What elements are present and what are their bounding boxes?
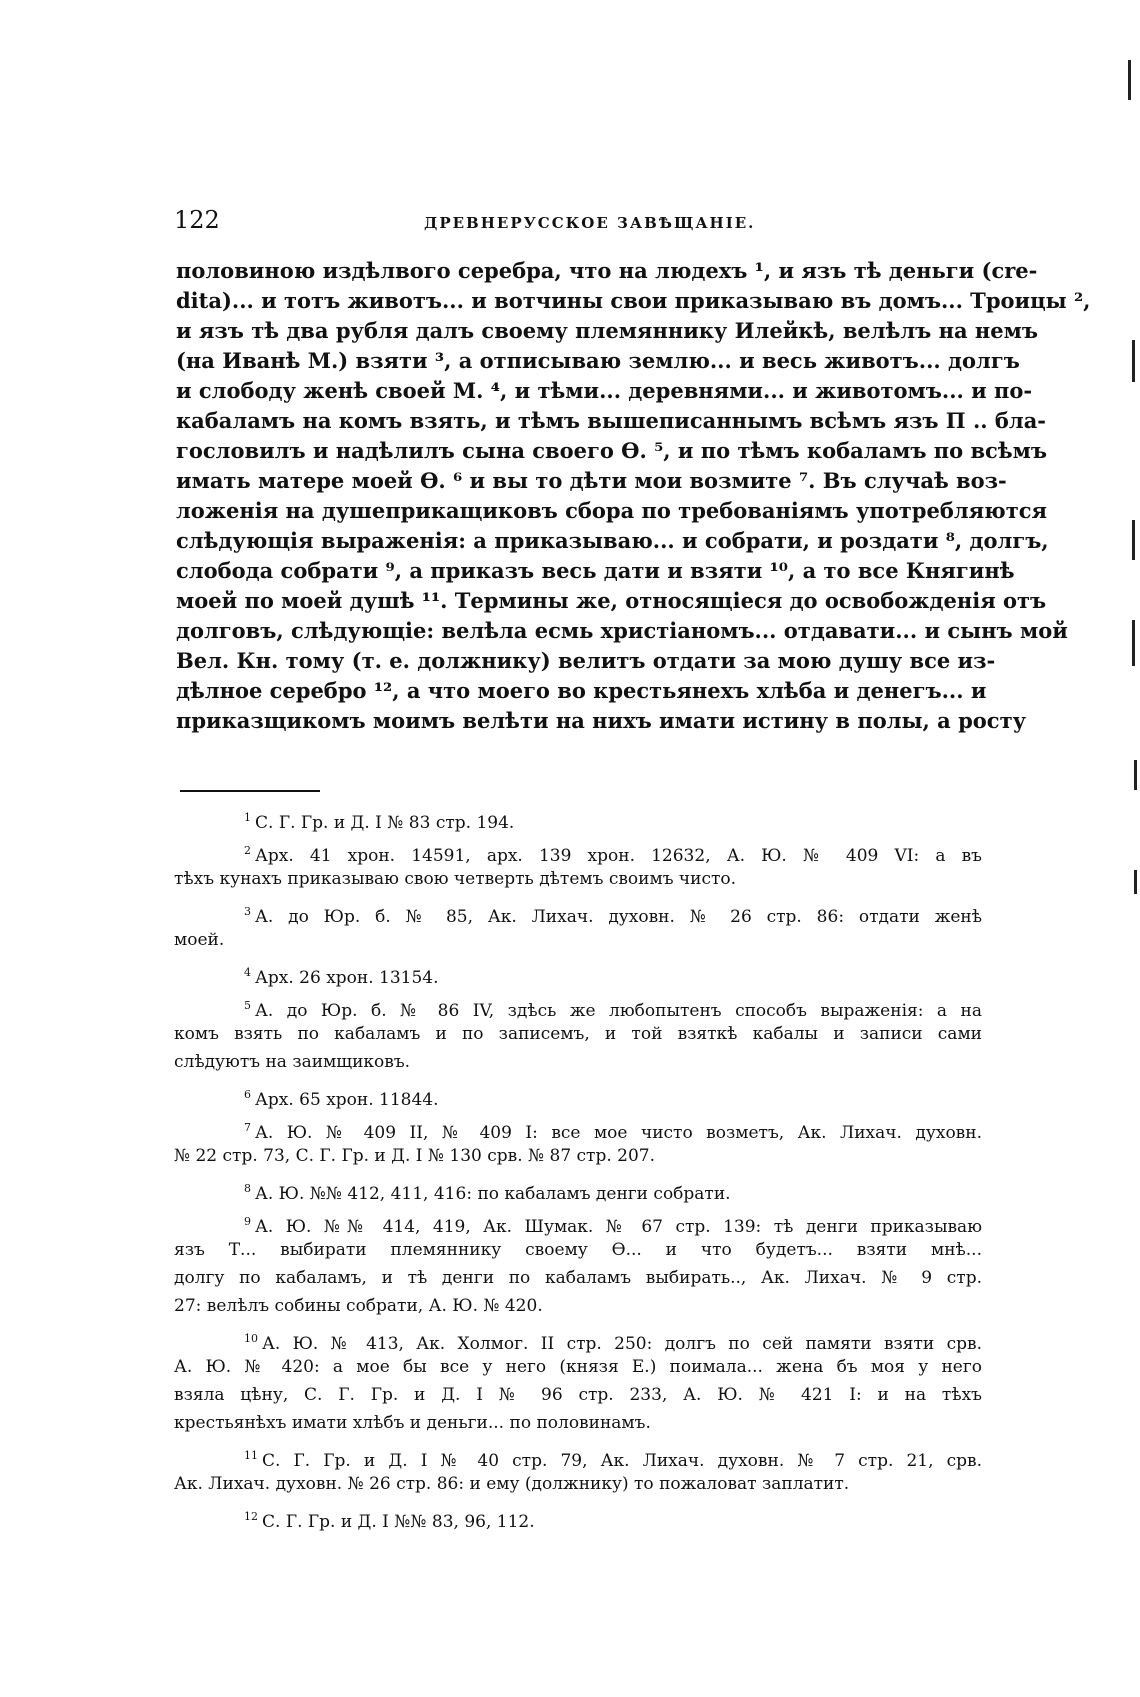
running-head: ДРЕВНЕРУССКОЕ ЗАВѢЩАНІЕ. [424, 214, 756, 232]
footnote-first-line [174, 1175, 982, 1203]
footnotes [174, 804, 982, 1536]
footnote-text: № 22 стр. 73, С. Г. Гр. и Д. I № 130 срв. № 87 стр. 207. [174, 1146, 656, 1166]
footnote [174, 804, 982, 832]
footnote-line [174, 1381, 982, 1409]
scan-edge-mark [1134, 870, 1137, 894]
footnote-line [174, 1048, 982, 1076]
footnote-number: 12 [244, 1510, 258, 1523]
footnote-text: комъ взять по кабаламъ и по записемъ, и той взяткѣ кабалы и записи сами [174, 1024, 982, 1044]
footnote-number: 1 [244, 811, 251, 824]
scan-edge-mark [1128, 60, 1131, 100]
footnote-text: Ак. Лихач. духовн. № 26 стр. 86: и ему (должнику) то пожаловат заплатит. [174, 1474, 850, 1494]
text-line: имать матере моей Ѳ. ⁶ и вы то дѣти мои возмите ⁷. Въ случаѣ воз- [176, 468, 1007, 493]
text-line: гословилъ и надѣлилъ сына своего Ѳ. ⁵, и по тѣмъ кобаламъ по всѣмъ [176, 438, 1047, 463]
text-line: долговъ, слѣдующіе: велѣла есмь христіаномъ... отдавати... и сынъ мой [176, 618, 1068, 643]
footnote-text: А. Ю. № 409 II, № 409 I: все мое чисто возметъ, Ак. Лихач. духовн. [255, 1123, 982, 1142]
footnote-line [174, 1236, 982, 1264]
footnote-first-line [174, 1503, 982, 1531]
text-line: ложенія на душеприкащиковъ сбора по требованіямъ употребляются [176, 498, 1048, 523]
footnote-text: А. до Юр. б. № 86 IV, здѣсь же любопытенъ способъ выраженія: а на [255, 1001, 982, 1020]
main-text [176, 256, 1091, 736]
footnote-line [174, 926, 982, 954]
footnote-divider [180, 790, 320, 792]
footnote-number: 11 [244, 1449, 258, 1462]
footnote-number: 3 [244, 905, 251, 918]
footnote [174, 1081, 982, 1109]
footnote-line [174, 1470, 982, 1498]
footnote-text: С. Г. Гр. и Д. I №№ 83, 96, 112. [262, 1512, 535, 1531]
footnote-number: 6 [244, 1088, 251, 1101]
page-header [174, 206, 982, 236]
footnote-text: Арх. 41 хрон. 14591, арх. 139 хрон. 12632, А. Ю. № 409 VI: а въ [255, 846, 982, 865]
footnote-text: долгу по кабаламъ, и тѣ денги по кабаламъ выбирать.., Ак. Лихач. № 9 стр. [174, 1268, 982, 1288]
footnote-text: А. Ю. № 420: а мое бы все у него (князя Е.) поимала... жена бъ моя у него [174, 1357, 982, 1377]
scan-edge-mark [1132, 620, 1135, 666]
text-line: приказщикомъ моимъ велѣти на нихъ имати истину в полы, а росту [176, 708, 1027, 733]
text-line: дѣлное серебро ¹², а что моего во крестьянехъ хлѣба и денегъ... и [176, 678, 987, 703]
footnote-text: С. Г. Гр. и Д. I № 40 стр. 79, Ак. Лихач. духовн. № 7 стр. 21, срв. [262, 1451, 982, 1470]
footnote-line [174, 1292, 982, 1320]
footnote-first-line [174, 1081, 982, 1109]
text-line: кабаламъ на комъ взять, и тѣмъ вышеписаннымъ всѣмъ язъ П .. бла- [176, 408, 1047, 433]
footnote [174, 992, 982, 1076]
footnote-line [174, 1142, 982, 1170]
footnote-first-line [174, 1442, 982, 1470]
text-line: половиною издѣлвого серебра, что на людехъ ¹, и язъ тѣ деньги (cre- [176, 258, 1038, 283]
text-line: моей по моей душѣ ¹¹. Термины же, относящіеся до освобожденія отъ [176, 588, 1047, 613]
text-line: dita)... и тотъ животъ... и вотчины свои приказываю въ домъ... Троицы ², [176, 288, 1091, 313]
footnote-text: А. Ю. №№ 412, 411, 416: по кабаламъ денги собрати. [255, 1184, 731, 1203]
footnote-line [174, 1264, 982, 1292]
page-number: 122 [174, 206, 220, 234]
footnote-text: А. Ю. № 413, Ак. Холмог. II стр. 250: долгъ по сей памяти взяти срв. [262, 1334, 982, 1353]
footnote-first-line [174, 1325, 982, 1353]
text-line: и слободу женѣ своей М. ⁴, и тѣми... деревнями... и животомъ... и по- [176, 378, 1033, 403]
footnote-first-line [174, 837, 982, 865]
footnote-first-line [174, 804, 982, 832]
text-line: и язъ тѣ два рубля далъ своему племяннику Илейкѣ, велѣлъ на немъ [176, 318, 1038, 343]
footnote-first-line [174, 1208, 982, 1236]
footnote [174, 1208, 982, 1320]
footnote-number: 10 [244, 1332, 258, 1345]
footnote-first-line [174, 959, 982, 987]
scan-edge-mark [1134, 760, 1137, 790]
footnote-line [174, 865, 982, 893]
footnote-number: 5 [244, 999, 251, 1012]
footnote-line [174, 1353, 982, 1381]
footnote-number: 7 [244, 1121, 251, 1134]
footnote-text: тѣхъ кунахъ приказываю свою четверть дѣтемъ своимъ чисто. [174, 869, 737, 889]
footnote-number: 9 [244, 1215, 251, 1228]
footnote-first-line [174, 898, 982, 926]
footnote [174, 959, 982, 987]
footnote-text: слѣдуютъ на заимщиковъ. [174, 1052, 411, 1072]
footnote-text: моей. [174, 930, 225, 950]
text-line: слобода собрати ⁹, а приказъ весь дати и взяти ¹⁰, а то все Княгинѣ [176, 558, 1015, 583]
footnote-text: Арх. 65 хрон. 11844. [255, 1090, 439, 1109]
footnote-text: язъ Т... выбирати племяннику своему Ѳ... и что будетъ... взяти мнѣ... [174, 1240, 982, 1260]
footnote-number: 8 [244, 1182, 251, 1195]
footnote-number: 2 [244, 844, 251, 857]
footnote-line [174, 1020, 982, 1048]
text-line: слѣдующія выраженія: а приказываю... и собрати, и роздати ⁸, долгъ, [176, 528, 1049, 553]
footnote [174, 1114, 982, 1170]
footnote-line [174, 1409, 982, 1437]
footnote-first-line [174, 1114, 982, 1142]
footnote-text: 27: велѣлъ собины собрати, А. Ю. № 420. [174, 1296, 543, 1316]
footnote-text: А. до Юр. б. № 85, Ак. Лихач. духовн. № 26 стр. 86: отдати женѣ [255, 907, 982, 926]
footnote [174, 837, 982, 893]
footnote-number: 4 [244, 966, 251, 979]
scan-edge-mark [1132, 520, 1135, 560]
text-line: Вел. Кн. тому (т. е. должнику) велитъ отдати за мою душу все из- [176, 648, 996, 673]
footnote-first-line [174, 992, 982, 1020]
footnote-text: С. Г. Гр. и Д. I № 83 стр. 194. [255, 813, 515, 832]
footnote [174, 898, 982, 954]
footnote-text: крестьянѣхъ имати хлѣбъ и деньги... по половинамъ. [174, 1413, 651, 1433]
text-line: (на Иванѣ М.) взяти ³, а отписываю землю... и весь животъ... долгъ [176, 348, 1020, 373]
footnote-text: взяла цѣну, С. Г. Гр. и Д. I № 96 стр. 233, А. Ю. № 421 I: и на тѣхъ [174, 1385, 982, 1405]
footnote [174, 1175, 982, 1203]
footnote-text: Арх. 26 хрон. 13154. [255, 968, 439, 987]
footnote [174, 1503, 982, 1531]
footnote [174, 1442, 982, 1498]
scan-edge-mark [1132, 340, 1135, 382]
footnote-text: А. Ю. №№ 414, 419, Ак. Шумак. № 67 стр. 139: тѣ денги приказываю [255, 1217, 982, 1236]
footnote [174, 1325, 982, 1437]
